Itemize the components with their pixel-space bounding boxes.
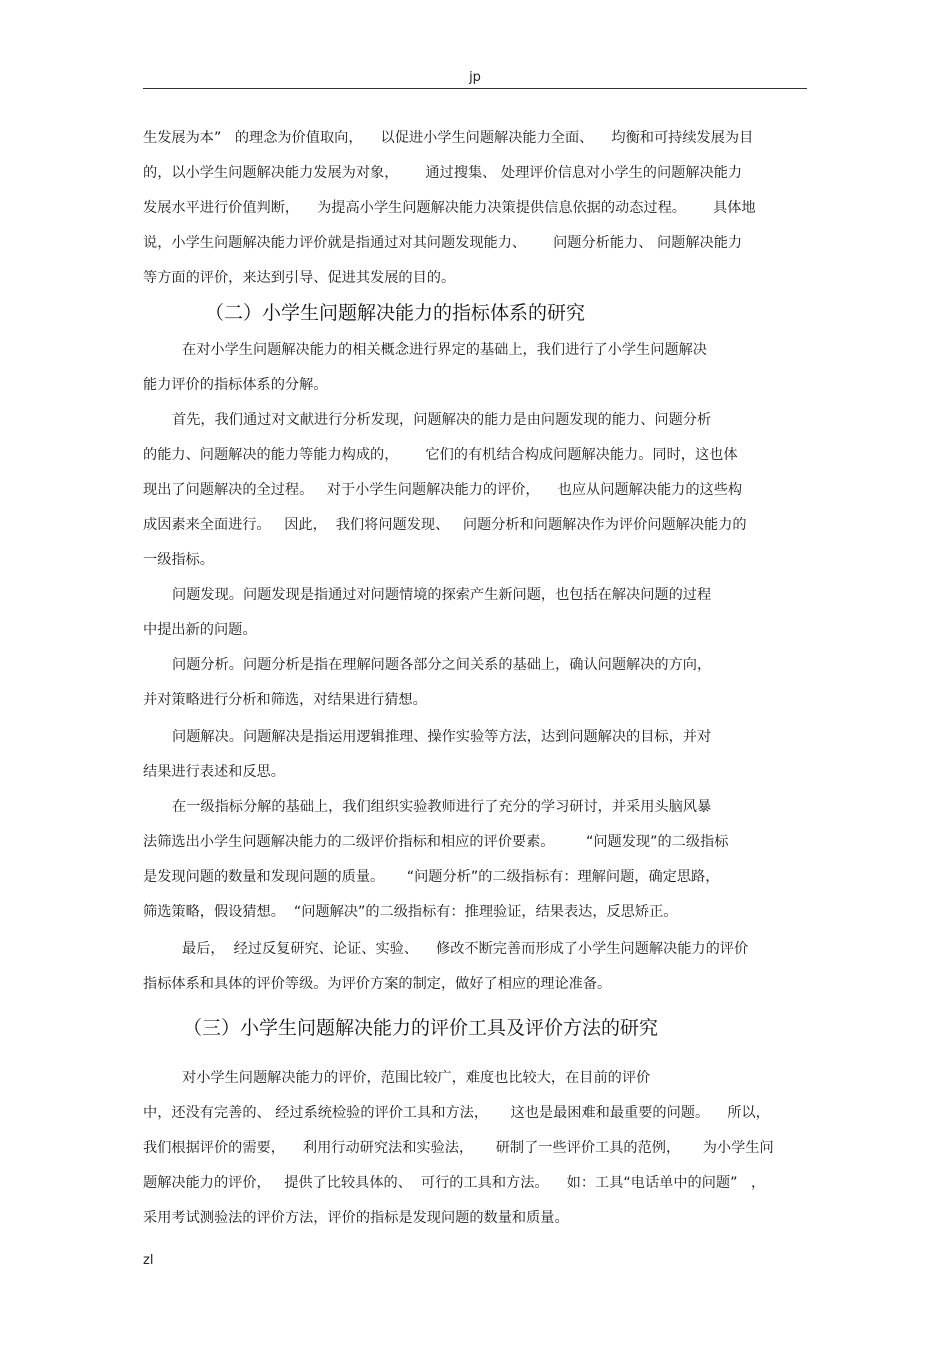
paragraph-line: 采用考试测验法的评价方法，评价的指标是发现问题的数量和质量。 bbox=[143, 1210, 569, 1226]
paragraph-line: 在对小学生问题解决能力的相关概念进行界定的基础上，我们进行了小学生问题解决 bbox=[182, 342, 707, 358]
paragraph-line: 我们根据评价的需要， 利用行动研究法和实验法， 研制了一些评价工具的范例， 为小学生问 bbox=[143, 1140, 774, 1156]
paragraph-line: 是发现问题的数量和发现问题的质量。 “问题分析”的二级指标有：理解问题，确定思路， bbox=[143, 869, 720, 885]
paragraph-line: 的能力、问题解决的能力等能力构成的， 它们的有机结合构成问题解决能力。同时，这也体 bbox=[143, 447, 738, 463]
paragraph-line: 中，还没有完善的、 经过系统检验的评价工具和方法， 这也是最困难和最重要的问题。 所以， bbox=[143, 1105, 770, 1121]
header-rule bbox=[143, 88, 807, 89]
paragraph-line: 并对策略进行分析和筛选，对结果进行猜想。 bbox=[143, 692, 427, 708]
paragraph-line: 说，小学生问题解决能力评价就是指通过对其问题发现能力、 问题分析能力、 问题解决能力 bbox=[143, 235, 743, 251]
paragraph-line: 发展水平进行价值判断， 为提高小学生问题解决能力决策提供信息依据的动态过程。 具体地 bbox=[143, 200, 756, 216]
paragraph-line: 筛选策略，假设猜想。 “问题解决”的二级指标有：推理验证，结果表达，反思矫正。 bbox=[143, 904, 678, 920]
paragraph-line: 结果进行表述和反思。 bbox=[143, 764, 285, 780]
paragraph-line: 题解决能力的评价， 提供了比较具体的、 可行的工具和方法。 如：工具“电话单中的问题” ， bbox=[143, 1175, 766, 1191]
section-heading: （二）小学生问题解决能力的指标体系的研究 bbox=[205, 302, 586, 324]
paragraph-line: 问题分析。问题分析是指在理解问题各部分之间关系的基础上，确认问题解决的方向， bbox=[172, 657, 712, 673]
paragraph-line: 法筛选出小学生问题解决能力的二级评价指标和相应的评价要素。 “问题发现”的二级指标 bbox=[143, 834, 729, 850]
paragraph-line: 问题发现。问题发现是指通过对问题情境的探索产生新问题，也包括在解决问题的过程 bbox=[172, 587, 712, 603]
paragraph-line: 能力评价的指标体系的分解。 bbox=[143, 377, 328, 393]
page-footer: zl bbox=[143, 1253, 154, 1268]
section-heading: （三）小学生问题解决能力的评价工具及评价方法的研究 bbox=[183, 1017, 659, 1039]
paragraph-line: 最后， 经过反复研究、论证、实验、 修改不断完善而形成了小学生问题解决能力的评价 bbox=[182, 941, 749, 957]
paragraph-line: 问题解决。问题解决是指运用逻辑推理、操作实验等方法，达到问题解决的目标，并对 bbox=[172, 729, 712, 745]
paragraph-line: 一级指标。 bbox=[143, 552, 214, 568]
paragraph-line: 中提出新的问题。 bbox=[143, 622, 257, 638]
paragraph-line: 对小学生问题解决能力的评价，范围比较广，难度也比较大，在目前的评价 bbox=[182, 1070, 651, 1086]
paragraph-line: 的，以小学生问题解决能力发展为对象， 通过搜集、 处理评价信息对小学生的问题解决能力 bbox=[143, 165, 743, 181]
paragraph-line: 生发展为本” 的理念为价值取向， 以促进小学生问题解决能力全面、 均衡和可持续发展为目 bbox=[143, 130, 754, 146]
paragraph-line: 指标体系和具体的评价等级。为评价方案的制定，做好了相应的理论准备。 bbox=[143, 976, 612, 992]
paragraph-line: 等方面的评价，来达到引导、促进其发展的目的。 bbox=[143, 270, 456, 286]
paragraph-line: 首先，我们通过对文献进行分析发现，问题解决的能力是由问题发现的能力、问题分析 bbox=[172, 412, 712, 428]
paragraph-line: 在一级指标分解的基础上，我们组织实验教师进行了充分的学习研讨，并采用头脑风暴 bbox=[172, 799, 712, 815]
paragraph-line: 成因素来全面进行。 因此， 我们将问题发现、 问题分析和问题解决作为评价问题解决能力的 bbox=[143, 517, 747, 533]
paragraph-line: 现出了问题解决的全过程。 对于小学生问题解决能力的评价， 也应从问题解决能力的这些构 bbox=[143, 482, 743, 498]
page-header: jp bbox=[469, 70, 481, 85]
